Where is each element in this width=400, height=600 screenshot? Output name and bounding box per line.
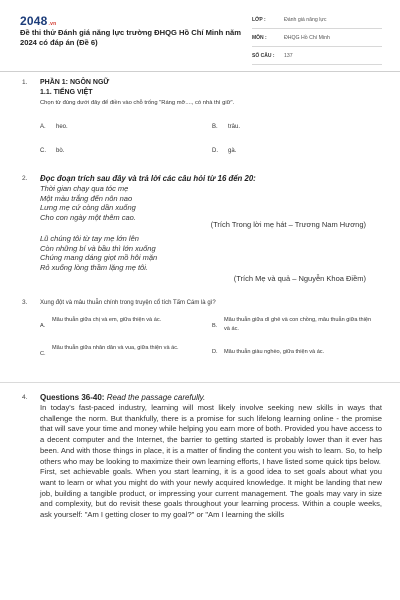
exam-content [0,78,400,521]
logo-text: 2048 [20,14,48,28]
page-header [0,0,400,72]
meta-value: ĐHQG Hồ Chí Minh [284,35,330,41]
lead-italic: Read the passage carefully. [106,393,206,402]
meta-key: SỐ CÂU : [252,53,275,59]
question-number: 4. [22,394,28,401]
poem-excerpt-1 [40,184,382,222]
option-text: heo. [56,124,68,130]
question-number: 2. [22,175,28,182]
option-text: gà. [228,148,237,154]
logo-suffix: .vn [48,21,57,27]
passage-lead [40,393,382,403]
poem-line: Lưng mẹ cứ còng dần xuống [40,203,136,212]
question-divider [0,382,400,383]
passage-heading: Đọc đoạn trích sau đây và trả lời các câu hỏi từ 16 đến 20: [40,174,256,183]
poem-line: Một màu trắng đến nôn nao [40,193,133,203]
option-letter: C. [40,148,46,154]
question-number: 1. [22,79,28,86]
question-instruction: Chọn từ đúng dưới đây để điền vào chỗ trống "Ráng mỡ...., có nhà thì giữ". [40,100,235,106]
poem-source-2: (Trích Mẹ và quả – Nguyễn Khoa Điềm) [233,274,366,283]
question-3 [0,298,400,372]
poem-source-1: (Trích Trong lời mẹ hát – Trương Nam Hương) [210,220,366,229]
site-logo[interactable] [20,14,56,28]
meta-row-count [252,50,382,65]
poem-line: Còn những bí và bầu thì lớn xuống [40,243,156,253]
question-2 [0,174,400,284]
section-title: PHẦN 1: NGÔN NGỮ [40,79,110,86]
option-text: Mâu thuẫn giữa chị và em, giữa thiện và ác. [52,317,162,323]
subsection-title: 1.1. TIẾNG VIỆT [40,89,93,96]
meta-value: 137 [284,53,293,59]
meta-key: LỚP : [252,17,266,23]
meta-row-class [252,14,382,29]
option-letter: A. [40,124,46,130]
header-divider [0,71,400,72]
option-c[interactable] [40,146,64,156]
question-instruction: Xung đột và mâu thuẫn chính trong truyện cổ tích Tấm Cám là gì? [40,300,216,306]
passage-paragraph-2: First, set achievable goals. When you start learning, it is a good idea to set goals about what you want to learn or what you might do with your newly acquired knowledge. It might be landing that new job, building a tangible product, or impressing your current management. The goals may vary in size and complexity, but do revisit these goals throughout your learning process. Within a couple weeks, ask yourself: "Am I getting closer to my goal?" or "Am I learning the skills [40,467,382,520]
option-text: Mâu thuẫn giữa dì ghẻ và con chồng, mâu thuẫn giữa thiện và ác. [224,317,372,332]
option-letter: B. [212,323,218,329]
exam-title: Đề thi thử Đánh giá năng lực trường ĐHQG Hồ Chí Minh năm 2024 có đáp án (Đề 6) [20,28,242,47]
poem-line: Cho con ngày một thêm cao. [40,212,136,222]
poem-excerpt-2 [40,234,382,272]
option-text: bò. [56,148,65,154]
option-text: Mâu thuẫn giàu nghèo, giữa thiện và ác. [224,349,325,355]
option-d[interactable] [212,146,236,156]
option-letter: A. [40,323,46,329]
poem-line: Chúng mang dáng giọt mồ hôi mặn [40,253,158,262]
answer-options [40,316,382,372]
exam-meta [252,14,382,68]
poem-line: Lũ chúng tôi từ tay mẹ lớn lên [40,234,139,243]
poem-line: Rỏ xuống lòng thầm lặng mẹ tôi. [40,262,148,272]
question-1 [0,78,400,154]
meta-row-subject [252,32,382,47]
option-letter: D. [212,148,218,154]
passage-paragraph-1: In today's fast-paced industry, learning will most likely involve seeking new skills in ways that challenge the norm. But thankfully, there is a promise for such lifelong learning online - the promise that will save your time and money while helping you earn more of both. Provided you have access to a decent computer and the Internet, the barrier to getting started is probably lower than it ever has been. And with those things in place, it is a matter of finding the content you wish to learn. So, to help others who may be looking to maximize their own learning efforts, I have listed some quick tips below. [40,403,382,466]
option-a[interactable] [40,122,68,132]
option-letter: B. [212,124,218,130]
question-number: 3. [22,299,28,306]
answer-options [40,112,382,154]
lead-bold: Questions 36-40: [40,393,105,402]
poem-line: Thời gian chạy qua tóc mẹ [40,184,129,193]
option-text: Mâu thuẫn giữa nhân dân và vua, giữa thiện và ác. [52,345,179,351]
option-b[interactable] [212,122,240,132]
question-4 [0,393,400,521]
option-text: trâu. [228,124,241,130]
meta-key: MÔN : [252,35,267,41]
meta-value: Đánh giá năng lực [284,17,327,23]
option-letter: C. [40,351,46,357]
option-letter: D. [212,349,218,355]
